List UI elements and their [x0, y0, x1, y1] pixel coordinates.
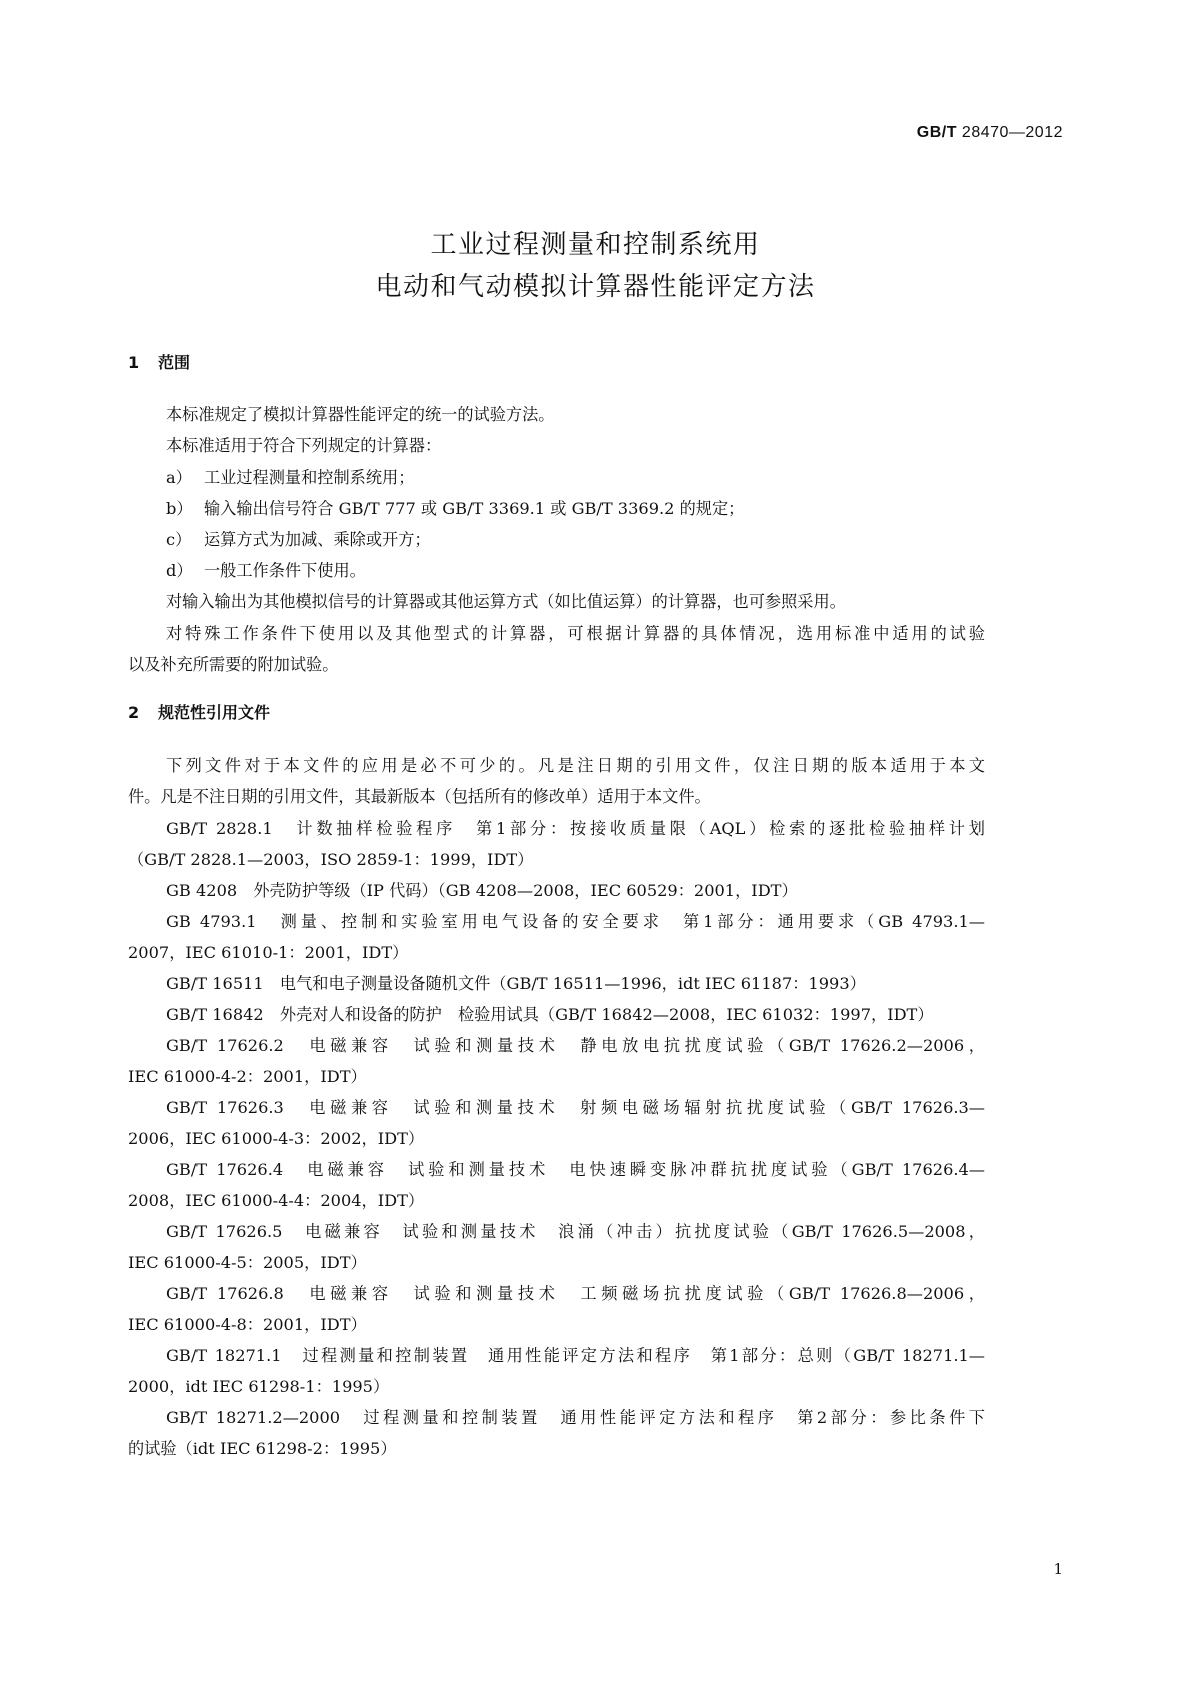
list-item-text: 运算方式为加减、乘除或开方； [204, 530, 431, 549]
reference-entry: GB/T 2828.1 计数抽样检验程序 第1部分：按接收质量限（AQL）检索的逐批检验抽样计划 [166, 819, 985, 838]
list-item-label: b） [166, 499, 193, 518]
list-item-label: d） [166, 561, 193, 580]
list-item-label: c） [166, 530, 192, 549]
section-2-number: 2 [128, 703, 140, 722]
reference-entry-continued: 2006，IEC 61000-4-3：2002，IDT） [128, 1129, 425, 1148]
reference-entry: GB/T 17626.4 电磁兼容 试验和测量技术 电快速瞬变脉冲群抗扰度试验（GB/T 17626.4— [166, 1160, 985, 1179]
reference-entry: GB/T 17626.5 电磁兼容 试验和测量技术 浪涌（冲击）抗扰度试验（GB/T 17626.5—2008， [166, 1222, 985, 1241]
section-1-paragraph-1: 本标准规定了模拟计算器性能评定的统一的试验方法。 [166, 405, 555, 424]
reference-entry-continued: 2000，idt IEC 61298-1：1995） [128, 1377, 390, 1396]
reference-entry: GB 4208 外壳防护等级（IP 代码）（GB 4208—2008，IEC 60529：2001，IDT） [166, 881, 798, 900]
section-2-title: 规范性引用文件 [158, 703, 271, 722]
reference-entry-continued: 2007，IEC 61010-1：2001，IDT） [128, 943, 409, 962]
reference-entry-continued: （GB/T 2828.1—2003，ISO 2859-1：1999，IDT） [128, 850, 534, 869]
reference-entry: GB/T 16511 电气和电子测量设备随机文件（GB/T 16511—1996，idt IEC 61187：1993） [166, 974, 866, 993]
document-title [0, 224, 1191, 308]
reference-entry: GB/T 18271.2—2000 过程测量和控制装置 通用性能评定方法和程序 第2部分：参比条件下 [166, 1408, 985, 1427]
list-item [166, 468, 414, 488]
list-item-label: a） [166, 468, 192, 487]
reference-entry: GB 4793.1 测量、控制和实验室用电气设备的安全要求 第1部分：通用要求（GB 4793.1— [166, 912, 985, 931]
reference-entry-continued: IEC 61000-4-2：2001，IDT） [128, 1067, 367, 1086]
section-1-paragraph-3: 对输入输出为其他模拟信号的计算器或其他运算方式（如比值运算）的计算器，也可参照采用。 [166, 592, 846, 611]
reference-entry: GB/T 17626.2 电磁兼容 试验和测量技术 静电放电抗扰度试验（GB/T 17626.2—2006， [166, 1036, 985, 1055]
list-item [166, 561, 366, 581]
title-line-1: 工业过程测量和控制系统用 [430, 230, 761, 260]
title-line-2: 电动和气动模拟计算器性能评定方法 [375, 272, 816, 302]
list-item-text: 一般工作条件下使用。 [204, 561, 366, 580]
page-number: 1 [1053, 1560, 1063, 1578]
section-1-title: 范围 [158, 353, 191, 372]
list-item-text: 输入输出信号符合 GB/T 777 或 GB/T 3369.1 或 GB/T 3369.2 的规定； [204, 499, 745, 518]
list-item [166, 530, 431, 550]
reference-entry-continued: IEC 61000-4-5：2005，IDT） [128, 1253, 367, 1272]
standard-code [917, 124, 1063, 142]
reference-entry-continued: 2008，IEC 61000-4-4：2004，IDT） [128, 1191, 425, 1210]
section-2-intro-line-1: 下列文件对于本文件的应用是必不可少的。凡是注日期的引用文件，仅注日期的版本适用于本文 [166, 756, 985, 775]
section-2-heading [128, 700, 270, 723]
reference-entry-continued: IEC 61000-4-8：2001，IDT） [128, 1315, 367, 1334]
list-item [166, 499, 744, 519]
section-1-paragraph-2: 本标准适用于符合下列规定的计算器： [166, 436, 442, 455]
list-item-text: 工业过程测量和控制系统用； [204, 468, 415, 487]
reference-entry: GB/T 17626.8 电磁兼容 试验和测量技术 工频磁场抗扰度试验（GB/T 17626.8—2006， [166, 1284, 985, 1303]
reference-entry: GB/T 17626.3 电磁兼容 试验和测量技术 射频电磁场辐射抗扰度试验（GB/T 17626.3— [166, 1098, 985, 1117]
section-1-paragraph-4-line-2: 以及补充所需要的附加试验。 [128, 655, 339, 674]
reference-entry-continued: 的试验（idt IEC 61298-2：1995） [128, 1439, 397, 1458]
section-1-heading [128, 350, 190, 373]
section-1-paragraph-4-line-1: 对特殊工作条件下使用以及其他型式的计算器，可根据计算器的具体情况，选用标准中适用的试验 [166, 624, 985, 643]
reference-entry: GB/T 18271.1 过程测量和控制装置 通用性能评定方法和程序 第1部分：总则（GB/T 18271.1— [166, 1346, 985, 1365]
reference-entry: GB/T 16842 外壳对人和设备的防护 检验用试具（GB/T 16842—2008，IEC 61032：1997，IDT） [166, 1005, 934, 1024]
section-1-number: 1 [128, 353, 140, 372]
standard-code-prefix: GB/T [916, 124, 957, 141]
section-2-intro-line-2: 件。凡是不注日期的引用文件，其最新版本（包括所有的修改单）适用于本文件。 [128, 787, 711, 806]
standard-code-number: 28470—2012 [956, 124, 1063, 141]
